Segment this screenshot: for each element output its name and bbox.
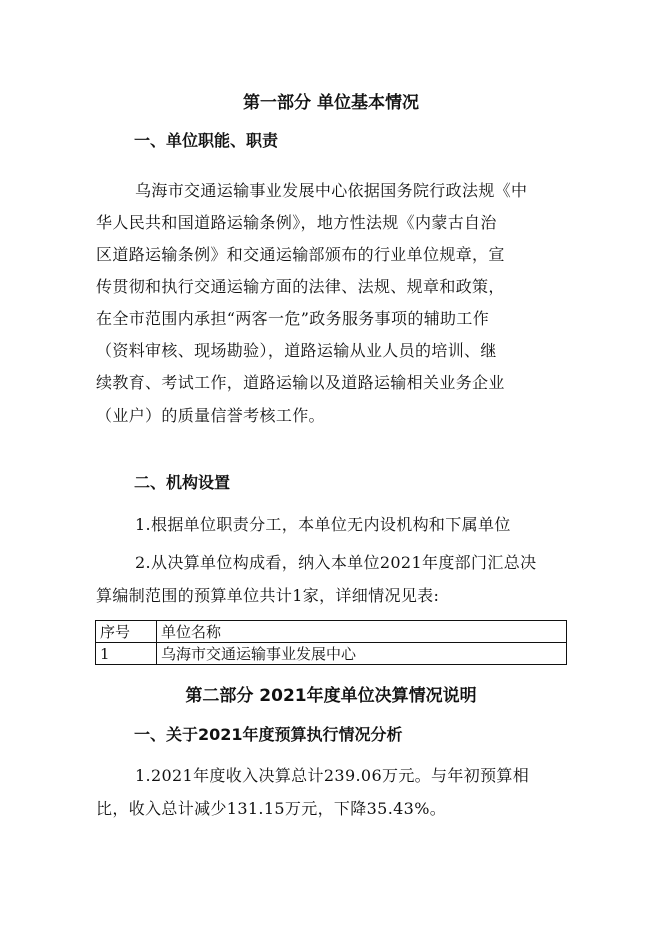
paragraph-line: 乌海市交通运输事业发展中心依据国务院行政法规《中	[135, 181, 528, 200]
section1-heading: 一、单位职能、职责	[134, 131, 279, 150]
table-cell: 1	[96, 643, 157, 665]
paragraph-line: 在全市范围内承担“两客一危”政务服务事项的辅助工作	[96, 309, 490, 328]
structure-item-2-line-1: 2.从决算单位构成看，纳入本单位2021年度部门汇总决	[135, 553, 537, 572]
paragraph-line: （业户）的质量信誉考核工作。	[96, 406, 325, 425]
table-row	[96, 643, 567, 665]
unit-table	[95, 620, 567, 665]
budget-analysis-heading: 一、关于2021年度预算执行情况分析	[134, 725, 403, 744]
structure-item-1: 1.根据单位职责分工，本单位无内设机构和下属单位	[135, 515, 511, 534]
budget-line-2: 比，收入总计减少131.15万元，下降35.43%。	[96, 799, 447, 818]
table-cell: 乌海市交通运输事业发展中心	[157, 643, 567, 665]
paragraph-line: （资料审核、现场勘验），道路运输从业人员的培训、继	[96, 341, 497, 360]
paragraph-line: 区道路运输条例》和交通运输部颁布的行业单位规章，宣	[96, 245, 505, 264]
paragraph-line: 华人民共和国道路运输条例》，地方性法规《内蒙古自治	[96, 213, 497, 232]
structure-item-2-line-2: 算编制范围的预算单位共计1家，详细情况见表:	[96, 586, 440, 605]
budget-line-1: 1.2021年度收入决算总计239.06万元。与年初预算相	[135, 766, 530, 785]
table-header-cell: 序号	[96, 621, 157, 643]
table-header-row	[96, 621, 567, 643]
paragraph-line: 传贯彻和执行交通运输方面的法律、法规、规章和政策，	[96, 277, 505, 296]
part1-title: 第一部分 单位基本情况	[243, 93, 419, 113]
part2-title: 第二部分 2021年度单位决算情况说明	[185, 686, 477, 706]
paragraph-line: 续教育、考试工作，道路运输以及道路运输相关业务企业	[96, 373, 505, 392]
table-header-cell: 单位名称	[157, 621, 567, 643]
section2-heading: 二、机构设置	[134, 473, 231, 492]
